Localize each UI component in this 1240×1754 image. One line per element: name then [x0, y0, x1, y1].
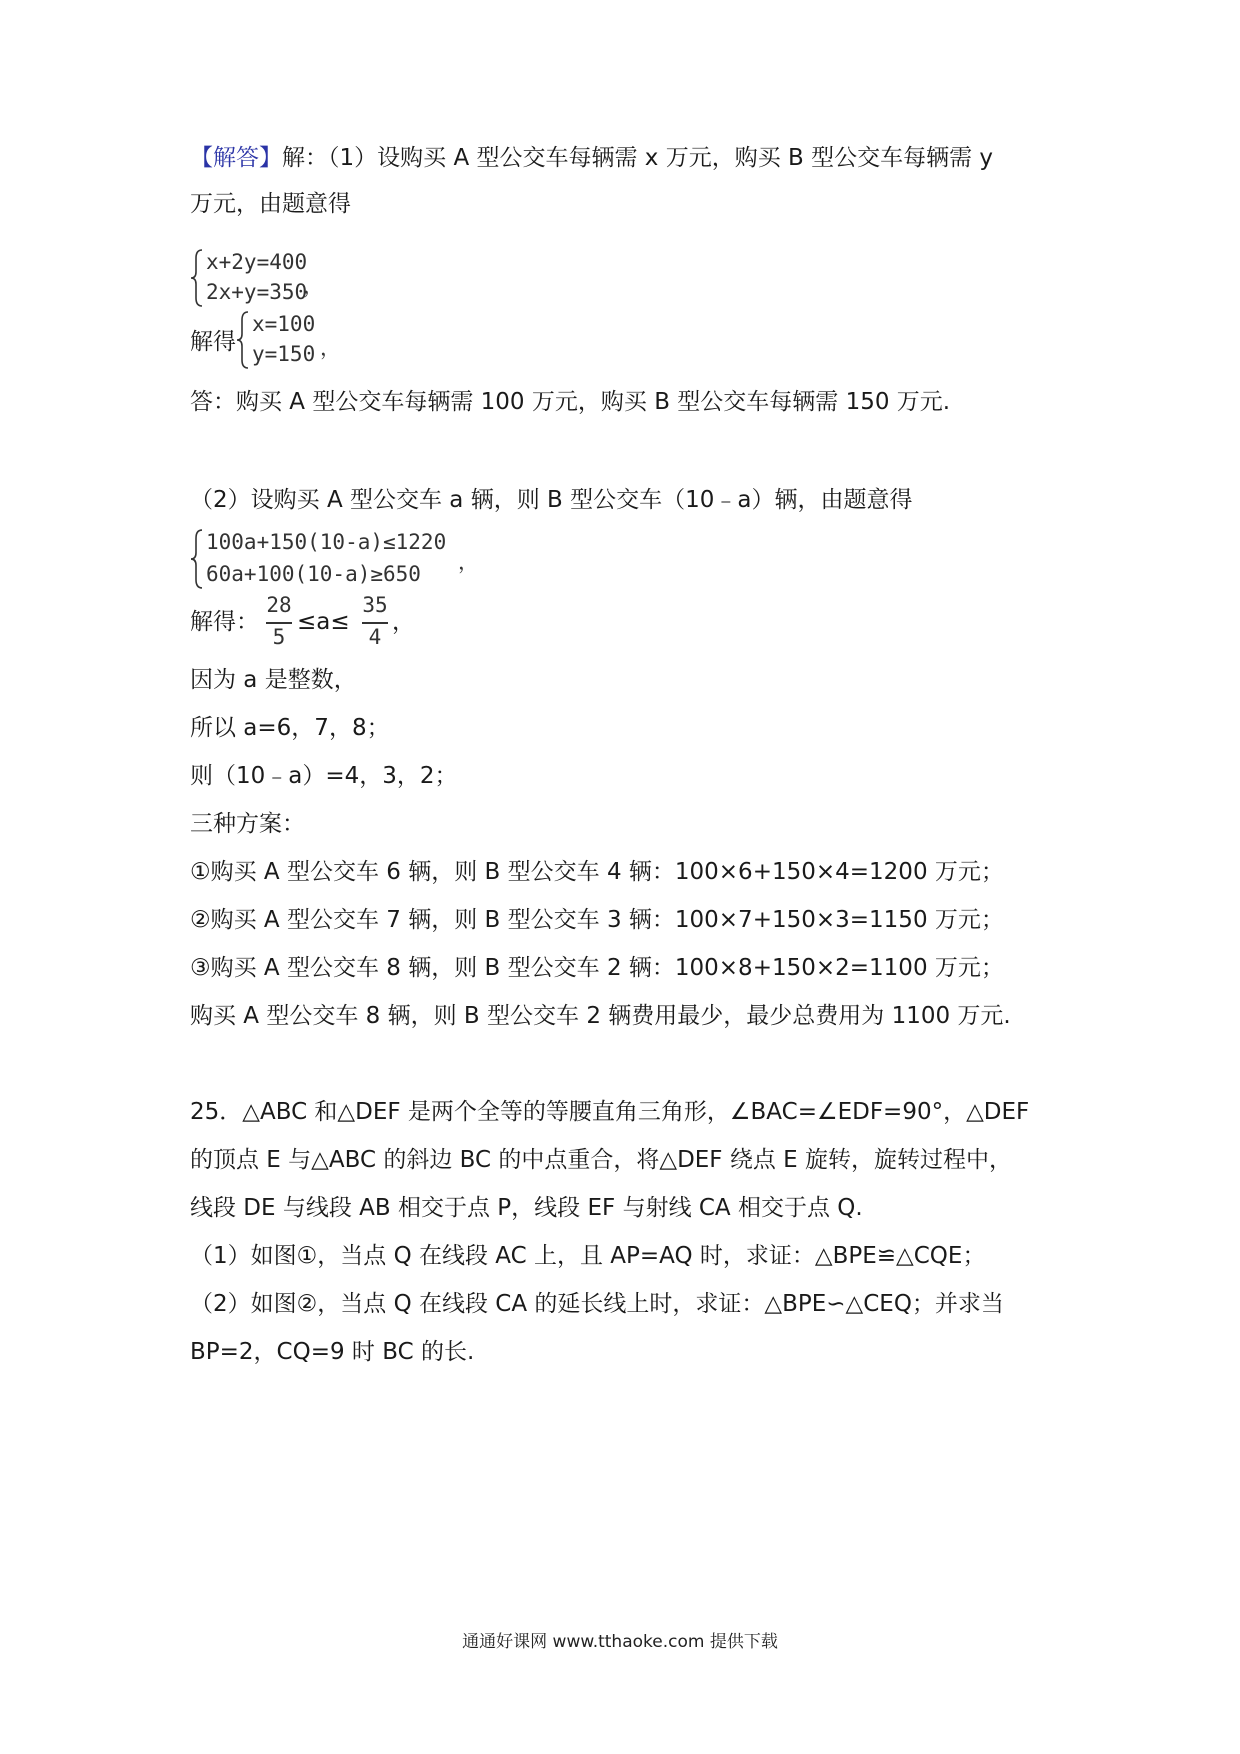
comma: ，: [392, 609, 415, 635]
equation-system-2: [236, 310, 356, 370]
conclusion-line: 购买 A 型公交车 8 辆，则 B 型公交车 2 辆费用最少，最少总费用为 1100 万元.: [190, 1003, 1011, 1029]
plan-line: ②购买 A 型公交车 7 辆，则 B 型公交车 3 辆：100×7+150×3=1150 万元；: [190, 907, 1004, 933]
reasoning-line: 所以 a=6，7，8；: [190, 715, 390, 741]
equation-system-1: [190, 248, 350, 308]
problem-25-line: 25．△ABC 和△DEF 是两个全等的等腰直角三角形，∠BAC=∠EDF=90°，△DEF: [190, 1099, 1030, 1125]
solve-label-2: 解得：: [190, 609, 259, 635]
reasoning-line: 则（10﹣a）=4，3，2；: [190, 763, 458, 789]
problem-25-line: （1）如图①，当点 Q 在线段 AC 上，且 AP=AQ 时，求证：△BPE≌△CQE；: [190, 1243, 986, 1269]
inequality-middle: ≤a≤: [297, 609, 350, 635]
fraction-upper-bound: [360, 592, 390, 652]
fraction-denominator: 4: [368, 625, 382, 649]
left-brace-icon: [190, 528, 204, 590]
problem-25-line: 线段 DE 与线段 AB 相交于点 P，线段 EF 与射线 CA 相交于点 Q.: [190, 1195, 863, 1221]
equation-1: x+2y=400: [206, 250, 308, 274]
left-brace-icon: [190, 248, 204, 308]
answer-1: 答：购买 A 型公交车每辆需 100 万元，购买 B 型公交车每辆需 150 万元.: [190, 389, 951, 415]
solution-line-2: 万元，由题意得: [190, 191, 351, 217]
fraction-denominator: 5: [272, 625, 286, 649]
fraction-numerator: 35: [362, 593, 388, 617]
solution-y: y=150: [252, 342, 316, 366]
fraction-lower-bound: [264, 592, 294, 652]
inequality-2: 60a+100(10-a)≥650: [206, 562, 421, 586]
reasoning-line: 三种方案：: [190, 811, 305, 837]
solution-line-1: [190, 142, 993, 174]
left-brace-icon: [236, 310, 250, 370]
fraction-numerator: 28: [266, 593, 292, 617]
solve-label: 解得: [190, 329, 236, 355]
comma: ，: [303, 274, 324, 298]
inequality-system: [190, 528, 480, 590]
solution-text-1: 解：（1）设购买 A 型公交车每辆需 x 万元，购买 B 型公交车每辆需 y: [282, 145, 994, 171]
plan-line: ①购买 A 型公交车 6 辆，则 B 型公交车 4 辆：100×6+150×4=1200 万元；: [190, 859, 1004, 885]
page-footer: 通通好课网 www.tthaoke.com 提供下载: [462, 1632, 778, 1652]
part2-line-1: （2）设购买 A 型公交车 a 辆，则 B 型公交车（10﹣a）辆，由题意得: [190, 487, 913, 513]
comma: ，: [458, 550, 479, 574]
problem-25-line: BP=2，CQ=9 时 BC 的长.: [190, 1339, 475, 1365]
comma: ，: [320, 336, 341, 360]
solution-tag: 【解答】: [190, 145, 282, 171]
inequality-1: 100a+150(10-a)≤1220: [206, 530, 447, 554]
problem-25-line: 的顶点 E 与△ABC 的斜边 BC 的中点重合，将△DEF 绕点 E 旋转，旋转过程中，: [190, 1147, 1013, 1173]
solution-x: x=100: [252, 312, 316, 336]
plan-line: ③购买 A 型公交车 8 辆，则 B 型公交车 2 辆：100×8+150×2=1100 万元；: [190, 955, 1004, 981]
reasoning-line: 因为 a 是整数，: [190, 667, 357, 693]
equation-2: 2x+y=350: [206, 280, 308, 304]
problem-25-line: （2）如图②，当点 Q 在线段 CA 的延长线上时，求证：△BPE∽△CEQ；并求当: [190, 1291, 1004, 1317]
